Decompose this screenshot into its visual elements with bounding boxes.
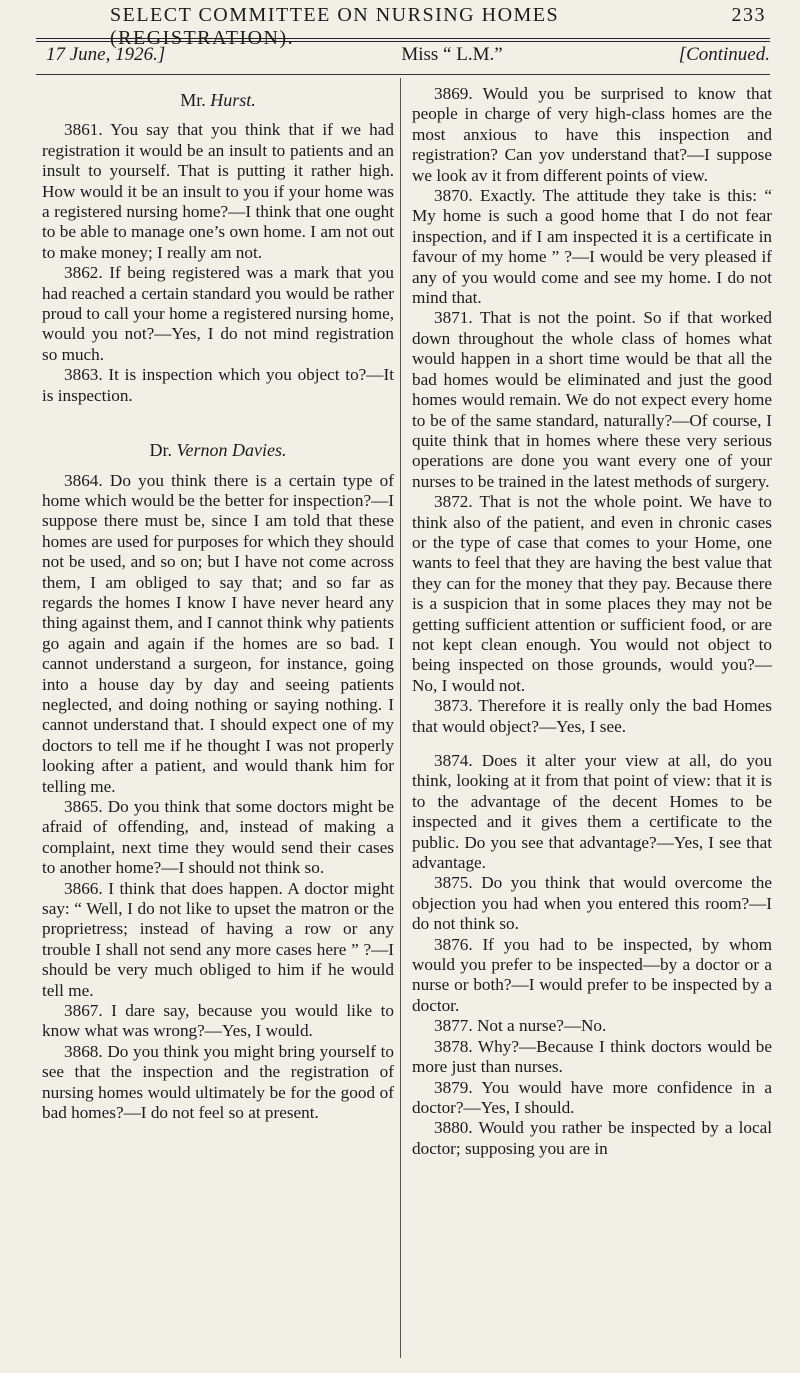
question-3865: 3865. Do you think that some doctors might be afraid of offending, and, instead of making a complaint, next time they would send their cases to another home?—I should not think so. [42,797,394,878]
sub-header [46,44,770,66]
question-3864: 3864. Do you think there is a certain type of home which would be the better for inspection?—I suppose there must be, since I am told that these homes are used for purposes for which they should not be used, and so on; but I have not come across them, I am obliged to say that; and so far as regards the homes I know I have never heard any thing against them, and I cannot think why patients go again and again if the homes are so bad. I cannot understand a surgeon, for instance, going into a house day by day and seeing patients neglected, and doing nothing or saying nothing. I cannot understand that. I should expect one of my doctors to tell me if he thought I was not properly looking after a patient, and would thank him for telling me. [42,470,394,796]
page-number: 233 [731,4,766,26]
witness-name: Miss “ L.M.” [401,44,503,65]
question-3878: 3878. Why?—Because I think doctors would be more just than nurses. [412,1036,772,1077]
spacer [412,737,772,751]
right-column [412,84,772,1159]
left-column [42,84,394,1124]
question-3875: 3875. Do you think that would overcome the objection you had when you entered this room?—I do not think so. [412,873,772,934]
question-3862: 3862. If being registered was a mark that you had reached a certain standard you would be rather proud to call your home a registered nursing home, would you not?—Yes, I do not mind registration so much. [42,263,394,364]
spacer [42,406,394,430]
speaker-heading-vernon-davies [42,440,394,460]
question-3880: 3880. Would you rather be inspected by a local doctor; supposing you are in [412,1118,772,1158]
sub-header-rule [36,74,770,75]
column-divider [400,78,401,1358]
sitting-date: 17 June, 1926.] [46,44,166,65]
question-3868: 3868. Do you think you might bring yourself to see that the inspection and the registration of nursing homes would ultimately be for the good of bad homes?—I do not feel so at present. [42,1041,394,1123]
speaker-heading-hurst [42,90,394,110]
question-3874: 3874. Does it alter your view at all, do you think, looking at it from that point of view: that it is to the advantage of the decent Homes to be inspected and it gives them a certificate to the public. Do you see that advantage?—Yes, I see that advantage. [412,751,772,873]
continued-label: [Continued. [678,44,770,65]
question-3876: 3876. If you had to be inspected, by whom would you prefer to be inspected—by a doctor or a nurse or both?—I would prefer to be inspected by a doctor. [412,934,772,1015]
speaker-title: Dr. [149,440,172,461]
question-3861: 3861. You say that you think that if we had registration it would be an insult to patients and an insult to yourself. That is putting it rather high. How would it be an insult to you if your home was a registered nursing home?—I think that one ought to be able to manage one’s own home. I am not out to make money; I really am not. [42,120,394,262]
question-3877: 3877. Not a nurse?—No. [434,1016,607,1036]
question-3870: 3870. Exactly. The attitude they take is this: “ My home is such a good home that I do not fear inspection, and if I am inspected it is a certificate in favour of my home ” ?—I would be very pleased if any of you would come and see my home. I do not mind that. [412,186,772,308]
question-3873: 3873. Therefore it is really only the bad Homes that would object?—Yes, I see. [412,696,772,736]
question-3866: 3866. I think that does happen. A doctor might say: “ Well, I do not like to upset the matron or the proprietress; instead of having a row or any trouble I shall not send any more cases here ” ?—I should be very much obliged to him if he would tell me. [42,878,394,1000]
question-3867: 3867. I dare say, because you would like to know what was wrong?—Yes, I would. [42,1001,394,1041]
question-3871: 3871. That is not the point. So if that worked down throughout the whole class of homes what would happen in a short time would be that all the bad homes would be eliminated and just the good homes would remain. We do not expect every home to be of the same standard, naturally?—Of course, I quite think that in homes where these very serious operations are done you want every one of your nurses to be trained in the latest methods of surgery. [412,308,772,491]
question-3879: 3879. You would have more confidence in a doctor?—Yes, I should. [412,1077,772,1117]
speaker-name: Vernon Davies. [176,440,287,461]
speaker-name: Hurst. [210,90,256,110]
running-title: SELECT COMMITTEE ON NURSING HOMES (REGISTRATION). [110,4,560,49]
speaker-title: Mr. [180,90,206,110]
question-3869: 3869. Would you be surprised to know that people in charge of very high-class homes are the most anxious to have this inspection and registration? Can yov understand that?—I suppose we look av it from different points of view. [412,84,772,185]
question-3872: 3872. That is not the whole point. We have to think also of the patient, and even in chronic cases or the type of case that comes to your Home, one wants to feel that they are having the best value that they can for the money that they pay. Because there is a suspicion that in some places they may not be getting sufficient attention or sufficient food, or are not kept clean enough. You would not object to being inspected on those grounds, would you?—No, I would not. [412,492,772,695]
header-double-rule [36,38,770,42]
question-3863: 3863. It is inspection which you object to?—It is inspection. [42,365,394,405]
